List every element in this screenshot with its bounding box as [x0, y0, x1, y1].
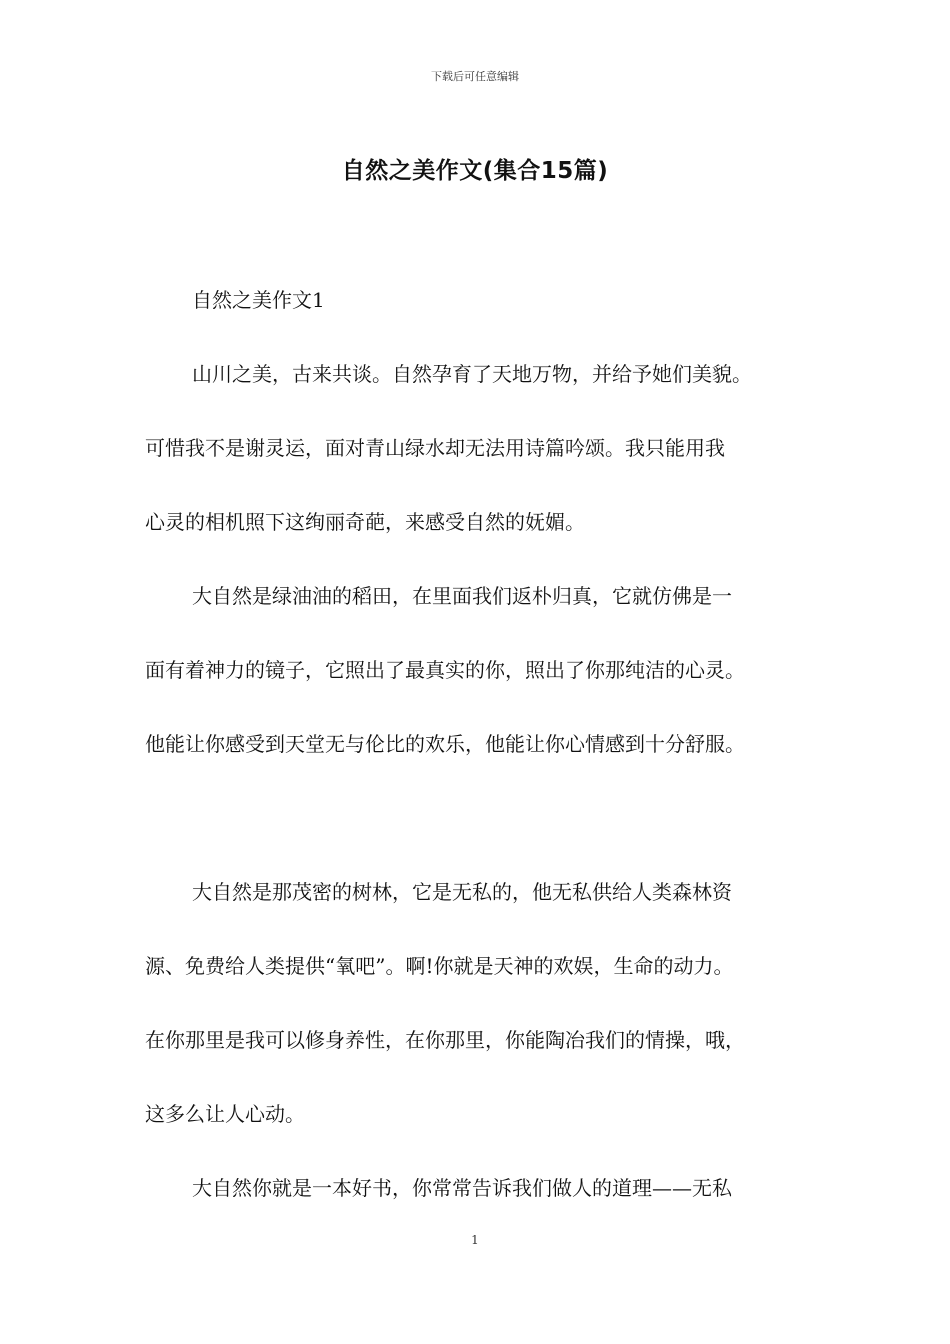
page-header: 下载后可任意编辑	[431, 70, 519, 83]
paragraph-line: 这多么让人心动。	[145, 1102, 305, 1126]
paragraph-line: 在你那里是我可以修身养性，在你那里，你能陶冶我们的情操，哦，	[145, 1028, 745, 1052]
paragraph-line: 大自然是绿油油的稻田，在里面我们返朴归真，它就仿佛是一	[192, 584, 732, 608]
paragraph-line: 可惜我不是谢灵运，面对青山绿水却无法用诗篇吟颂。我只能用我	[145, 436, 725, 460]
paragraph-line: 源、免费给人类提供“氧吧”。啊!你就是天神的欢娱，生命的动力。	[145, 954, 734, 978]
paragraph-line: 他能让你感受到天堂无与伦比的欢乐，他能让你心情感到十分舒服。	[145, 732, 745, 756]
paragraph-line: 大自然是那茂密的树林，它是无私的，他无私供给人类森林资	[192, 880, 732, 904]
document-title: 自然之美作文(集合15篇)	[341, 158, 609, 184]
paragraph-line: 心灵的相机照下这绚丽奇葩，来感受自然的妩媚。	[145, 510, 585, 534]
paragraph-line: 面有着神力的镜子，它照出了最真实的你，照出了你那纯洁的心灵。	[145, 658, 745, 682]
paragraph-line: 大自然你就是一本好书，你常常告诉我们做人的道理——无私	[192, 1176, 732, 1200]
page-number: 1	[471, 1233, 479, 1247]
section-heading: 自然之美作文1	[192, 288, 325, 312]
paragraph-line: 山川之美，古来共谈。自然孕育了天地万物，并给予她们美貌。	[192, 362, 752, 386]
